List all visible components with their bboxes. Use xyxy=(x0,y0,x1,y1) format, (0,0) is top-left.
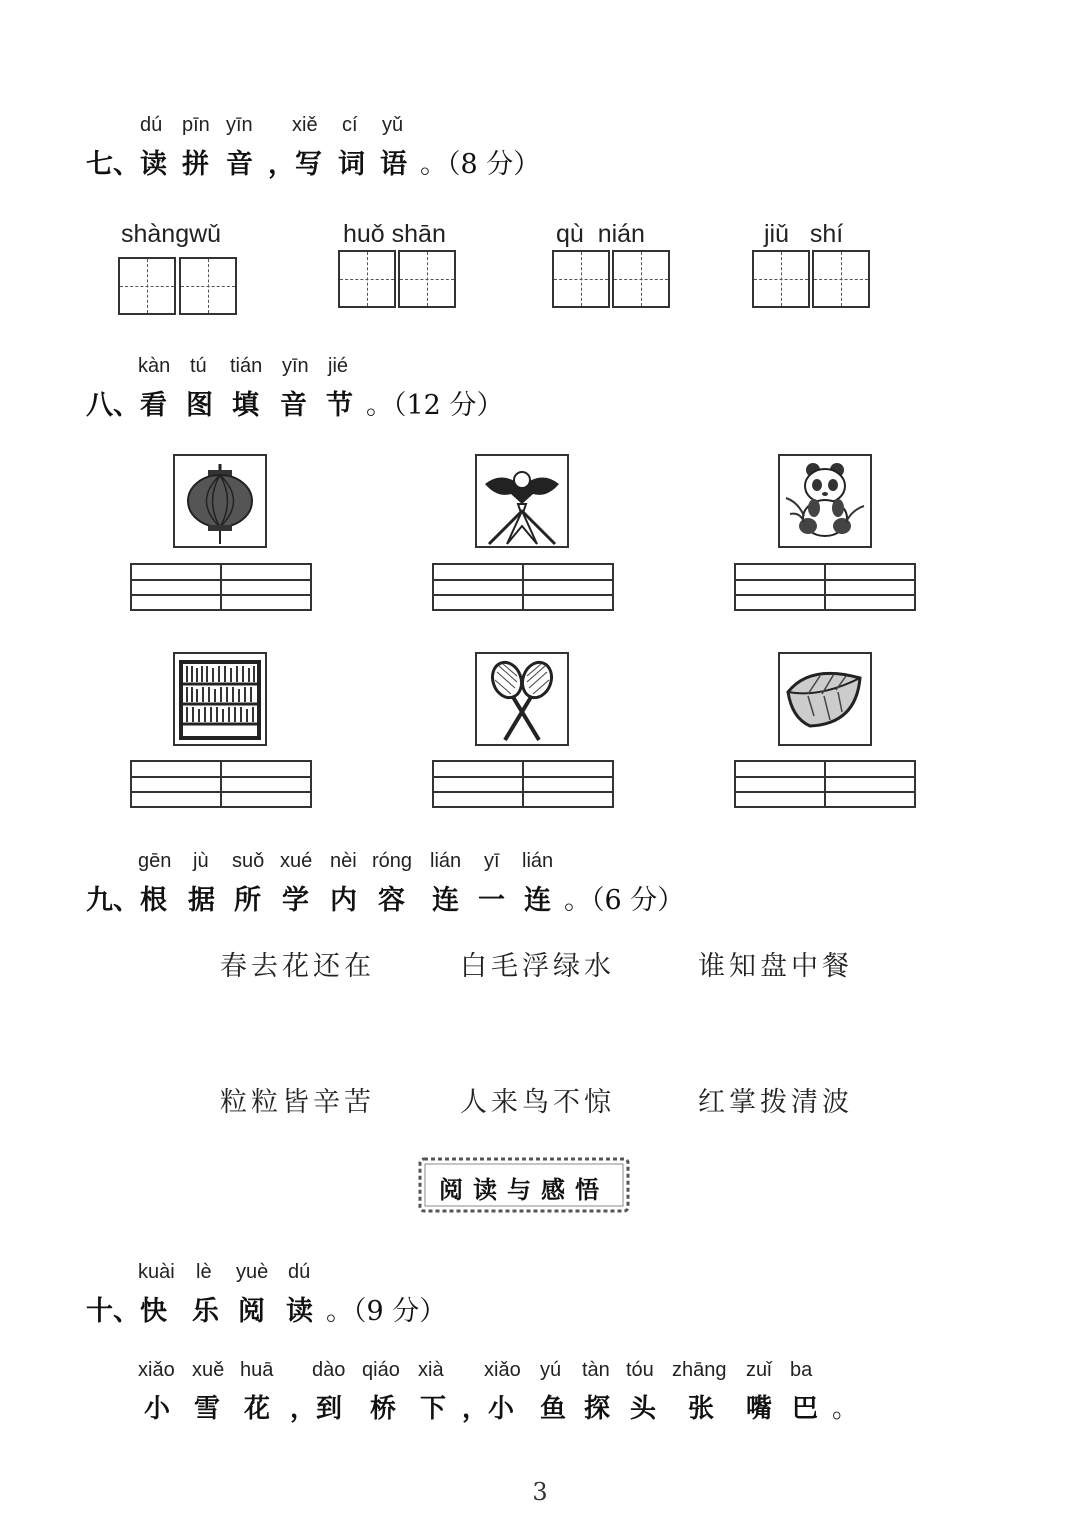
q7-heading-score: 。（8 分） xyxy=(420,149,541,180)
pinyin-syllable: xuě xyxy=(192,1359,225,1381)
q7-heading-part: 音 xyxy=(226,149,253,180)
pinyin-syllable: xiǎo xyxy=(138,1359,175,1381)
pinyin-yi: yī xyxy=(484,850,500,872)
q9-heading-part: 内 xyxy=(330,885,357,916)
pinyin-writing-lines[interactable] xyxy=(734,760,916,808)
leaf-icon xyxy=(780,654,870,744)
sentence-char: 小 xyxy=(144,1394,171,1424)
tianzige-box[interactable] xyxy=(118,257,176,315)
sentence-char: 下 xyxy=(420,1394,447,1424)
sentence-char: ，小 xyxy=(462,1394,515,1424)
q9-heading-part: 所 xyxy=(234,885,261,916)
pinyin-writing-lines[interactable] xyxy=(432,563,614,611)
pinyin-kan: kàn xyxy=(138,355,171,377)
pinyin-jie: jié xyxy=(328,355,349,377)
tianzige-box[interactable] xyxy=(398,250,456,308)
pinyin-writing-lines[interactable] xyxy=(130,563,312,611)
poem-line-top-1[interactable]: 春去花还在 xyxy=(220,951,375,982)
pinyin-syllable: qiáo xyxy=(362,1359,400,1381)
pinyin-ju: jù xyxy=(193,850,209,872)
q8-heading-part: 图 xyxy=(186,390,213,421)
pinyin-syllable: ba xyxy=(790,1359,813,1381)
pinyin-syllable: yú xyxy=(540,1359,562,1381)
pinyin-tian: tián xyxy=(230,355,263,377)
kite-icon xyxy=(477,456,567,546)
q9-heading-part: 据 xyxy=(188,885,215,916)
pinyin-syllable: dào xyxy=(312,1359,346,1381)
q7-heading-part: ，写 xyxy=(268,149,322,180)
sentence-char: 探 xyxy=(584,1394,611,1424)
page-number: 3 xyxy=(532,1478,548,1506)
pinyin-yue: yuè xyxy=(236,1261,269,1283)
q7-word-1-pinyin: shàngwǔ xyxy=(121,220,222,248)
tianzige-box[interactable] xyxy=(612,250,670,308)
pinyin-tu: tú xyxy=(190,355,207,377)
pinyin-suo: suǒ xyxy=(232,850,265,872)
pinyin-yin: yīn xyxy=(282,355,309,377)
poem-line-top-2[interactable]: 白毛浮绿水 xyxy=(460,951,615,982)
reading-sentence xyxy=(0,1388,1080,1424)
poem-line-bottom-3[interactable]: 红掌拨清波 xyxy=(698,1087,853,1118)
q9-heading-part: 连 xyxy=(432,885,459,916)
q9-heading-part: 一 xyxy=(478,885,505,916)
pinyin-writing-lines[interactable] xyxy=(130,760,312,808)
pinyin-ci: cí xyxy=(342,114,358,136)
q7-heading xyxy=(0,142,1080,178)
pinyin-le: lè xyxy=(196,1261,212,1283)
q9-heading xyxy=(0,878,1080,914)
bookshelf-picture xyxy=(173,652,267,746)
pinyin-yu: yǔ xyxy=(382,114,404,136)
pinyin-writing-lines[interactable] xyxy=(432,760,614,808)
pinyin-syllable: zhāng xyxy=(672,1359,727,1381)
pinyin-lian: lián xyxy=(430,850,462,872)
q7-heading-part: 词 xyxy=(338,149,365,180)
q7-word-4-pinyin: jiǔ shí xyxy=(764,220,844,248)
q7-heading-part: 拼 xyxy=(182,149,209,180)
sentence-char: 头 xyxy=(630,1394,657,1424)
pinyin-pin: pīn xyxy=(182,114,210,136)
q9-heading-part: 连 xyxy=(524,885,551,916)
poem-line-top-3[interactable]: 谁知盘中餐 xyxy=(698,951,853,982)
panda-picture xyxy=(778,454,872,548)
pinyin-lian: lián xyxy=(522,850,554,872)
q9-heading-part: 容 xyxy=(378,885,405,916)
pinyin-du: dú xyxy=(140,114,163,136)
q7-word-3-pinyin: qù nián xyxy=(556,220,645,248)
q8-heading xyxy=(0,383,1080,419)
pinyin-kuai: kuài xyxy=(138,1261,175,1283)
q7-word-2-pinyin: huǒ shān xyxy=(343,220,446,248)
q10-heading-part: 读 xyxy=(286,1296,313,1327)
sentence-char: ，到 xyxy=(290,1394,343,1424)
sentence-char: 。 xyxy=(832,1394,859,1424)
rackets-icon xyxy=(477,654,567,744)
q8-heading-score: 。（12 分） xyxy=(366,390,504,421)
q7-heading-part: 语 xyxy=(380,149,407,180)
q8-heading-part: 八、看 xyxy=(86,390,167,421)
q7-pinyin xyxy=(0,114,1080,140)
sentence-char: 桥 xyxy=(370,1394,397,1424)
lantern-icon xyxy=(175,456,265,546)
pinyin-nei: nèi xyxy=(330,850,357,872)
pinyin-rong: róng xyxy=(372,850,413,872)
q8-pinyin xyxy=(0,355,1080,381)
pinyin-syllable: xià xyxy=(418,1359,444,1381)
sentence-char: 鱼 xyxy=(540,1394,567,1424)
pinyin-syllable: huā xyxy=(240,1359,274,1381)
tianzige-box[interactable] xyxy=(812,250,870,308)
q10-heading-part: 十、快 xyxy=(86,1296,167,1327)
sentence-char: 巴 xyxy=(792,1394,819,1424)
poem-line-bottom-1[interactable]: 粒粒皆辛苦 xyxy=(220,1087,375,1118)
pinyin-writing-lines[interactable] xyxy=(734,563,916,611)
q10-heading-part: 乐 xyxy=(192,1296,219,1327)
q9-heading-part: 学 xyxy=(282,885,309,916)
q9-pinyin xyxy=(0,850,1080,876)
pinyin-syllable: xiǎo xyxy=(484,1359,521,1381)
q9-heading-part: 九、根 xyxy=(86,885,167,916)
q8-heading-part: 节 xyxy=(326,390,353,421)
kite-picture xyxy=(475,454,569,548)
q9-heading-score: 。（6 分） xyxy=(564,885,685,916)
reading-sentence-pinyin xyxy=(0,1359,1080,1385)
leaf-picture xyxy=(778,652,872,746)
panda-icon xyxy=(780,456,870,546)
q10-heading xyxy=(0,1289,1080,1325)
pinyin-gen: gēn xyxy=(138,850,172,872)
sentence-char: 嘴 xyxy=(746,1394,773,1424)
sentence-char: 花 xyxy=(244,1394,271,1424)
tianzige-box[interactable] xyxy=(552,250,610,308)
q10-heading-score: 。（9 分） xyxy=(326,1296,447,1327)
pinyin-syllable: tóu xyxy=(626,1359,654,1381)
pinyin-yin: yīn xyxy=(226,114,253,136)
tianzige-box[interactable] xyxy=(752,250,810,308)
q10-heading-part: 阅 xyxy=(238,1296,265,1327)
rackets-picture xyxy=(475,652,569,746)
pinyin-xie: xiě xyxy=(292,114,318,136)
q10-pinyin xyxy=(0,1261,1080,1287)
bookshelf-icon xyxy=(175,654,265,744)
lantern-picture xyxy=(173,454,267,548)
pinyin-du: dú xyxy=(288,1261,311,1283)
sentence-char: 雪 xyxy=(194,1394,221,1424)
pinyin-syllable: tàn xyxy=(582,1359,610,1381)
pinyin-syllable: zuǐ xyxy=(746,1359,772,1381)
q8-heading-part: 音 xyxy=(280,390,307,421)
q8-heading-part: 填 xyxy=(232,390,259,421)
section-banner xyxy=(417,1156,631,1214)
section-banner-title: 阅读与感悟 xyxy=(439,1176,609,1204)
pinyin-xue: xué xyxy=(280,850,313,872)
tianzige-box[interactable] xyxy=(179,257,237,315)
sentence-char: 张 xyxy=(688,1394,715,1424)
q7-heading-part: 七、读 xyxy=(86,149,167,180)
poem-line-bottom-2[interactable]: 人来鸟不惊 xyxy=(460,1087,615,1118)
tianzige-box[interactable] xyxy=(338,250,396,308)
